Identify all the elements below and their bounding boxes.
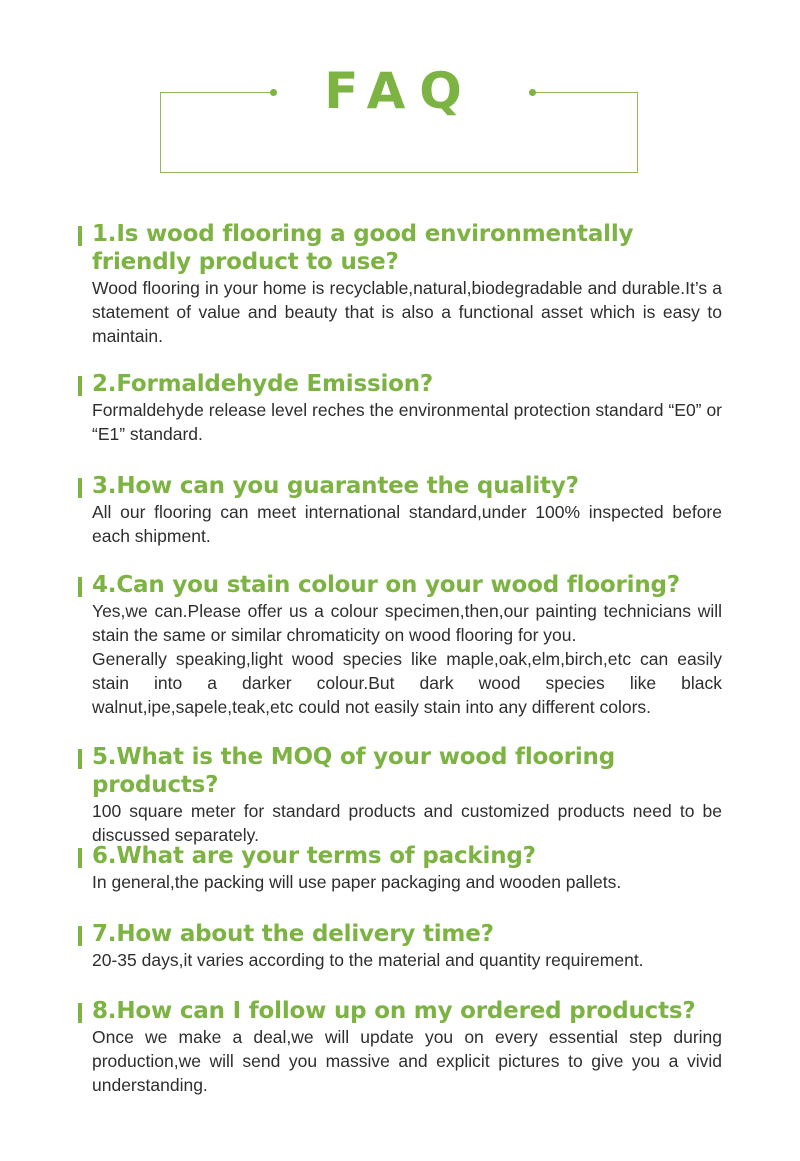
faq-item-5 [78,743,722,845]
faq-answer-continued: Generally speaking,light wood species like maple,oak,elm,birch,etc can easily stain into a darker colour.But dark wood species like black walnut,ipe,sapele,teak,etc could not easily stain into any different colors. [92,649,722,717]
page-title: FAQ [324,62,476,120]
faq-answer: Once we make a deal,we will update you on every essential step during production,we will send you massive and explicit pictures to give you a vivid understanding. [92,1027,722,1095]
accent-bar [78,577,82,597]
faq-question: 3.How can you guarantee the quality? [92,473,579,499]
accent-bar [78,749,82,769]
faq-item-4 [78,571,722,743]
faq-question: 5.What is the MOQ of your wood flooring products? [92,744,615,798]
faq-item-2 [78,370,722,472]
faq-question: 7.How about the delivery time? [92,921,494,947]
faq-answer: Formaldehyde release level reches the environmental protection standard “E0” or “E1” standard. [92,400,722,444]
faq-list [78,220,722,1097]
faq-answer: Yes,we can.Please offer us a colour specimen,then,our painting technicians will stain the same or similar chromaticity on wood flooring for you. [92,601,722,645]
faq-answer: Wood flooring in your home is recyclable,natural,biodegradable and durable.It’s a statement of value and beauty that is also a functional asset which is easy to maintain. [92,278,722,346]
accent-bar [78,926,82,946]
accent-bar [78,1003,82,1023]
faq-question: 8.How can I follow up on my ordered products? [92,998,696,1024]
faq-item-1 [78,220,722,370]
faq-answer: 100 square meter for standard products and customized products need to be discussed separately. [92,801,722,845]
faq-item-8 [78,997,722,1097]
faq-question: 1.Is wood flooring a good environmentally friendly product to use? [92,221,634,275]
faq-answer: All our flooring can meet international standard,under 100% inspected before each shipment. [92,502,722,546]
faq-item-6 [78,842,722,920]
faq-answer: 20-35 days,it varies according to the material and quantity requirement. [92,950,644,970]
accent-bar [78,478,82,498]
accent-bar [78,848,82,868]
accent-bar [78,226,82,246]
faq-question: 2.Formaldehyde Emission? [92,371,434,397]
faq-item-3 [78,472,722,571]
accent-bar [78,376,82,396]
faq-item-7 [78,920,722,997]
faq-question: 6.What are your terms of packing? [92,843,536,869]
faq-answer: In general,the packing will use paper packaging and wooden pallets. [92,872,622,892]
faq-question: 4.Can you stain colour on your wood flooring? [92,572,680,598]
